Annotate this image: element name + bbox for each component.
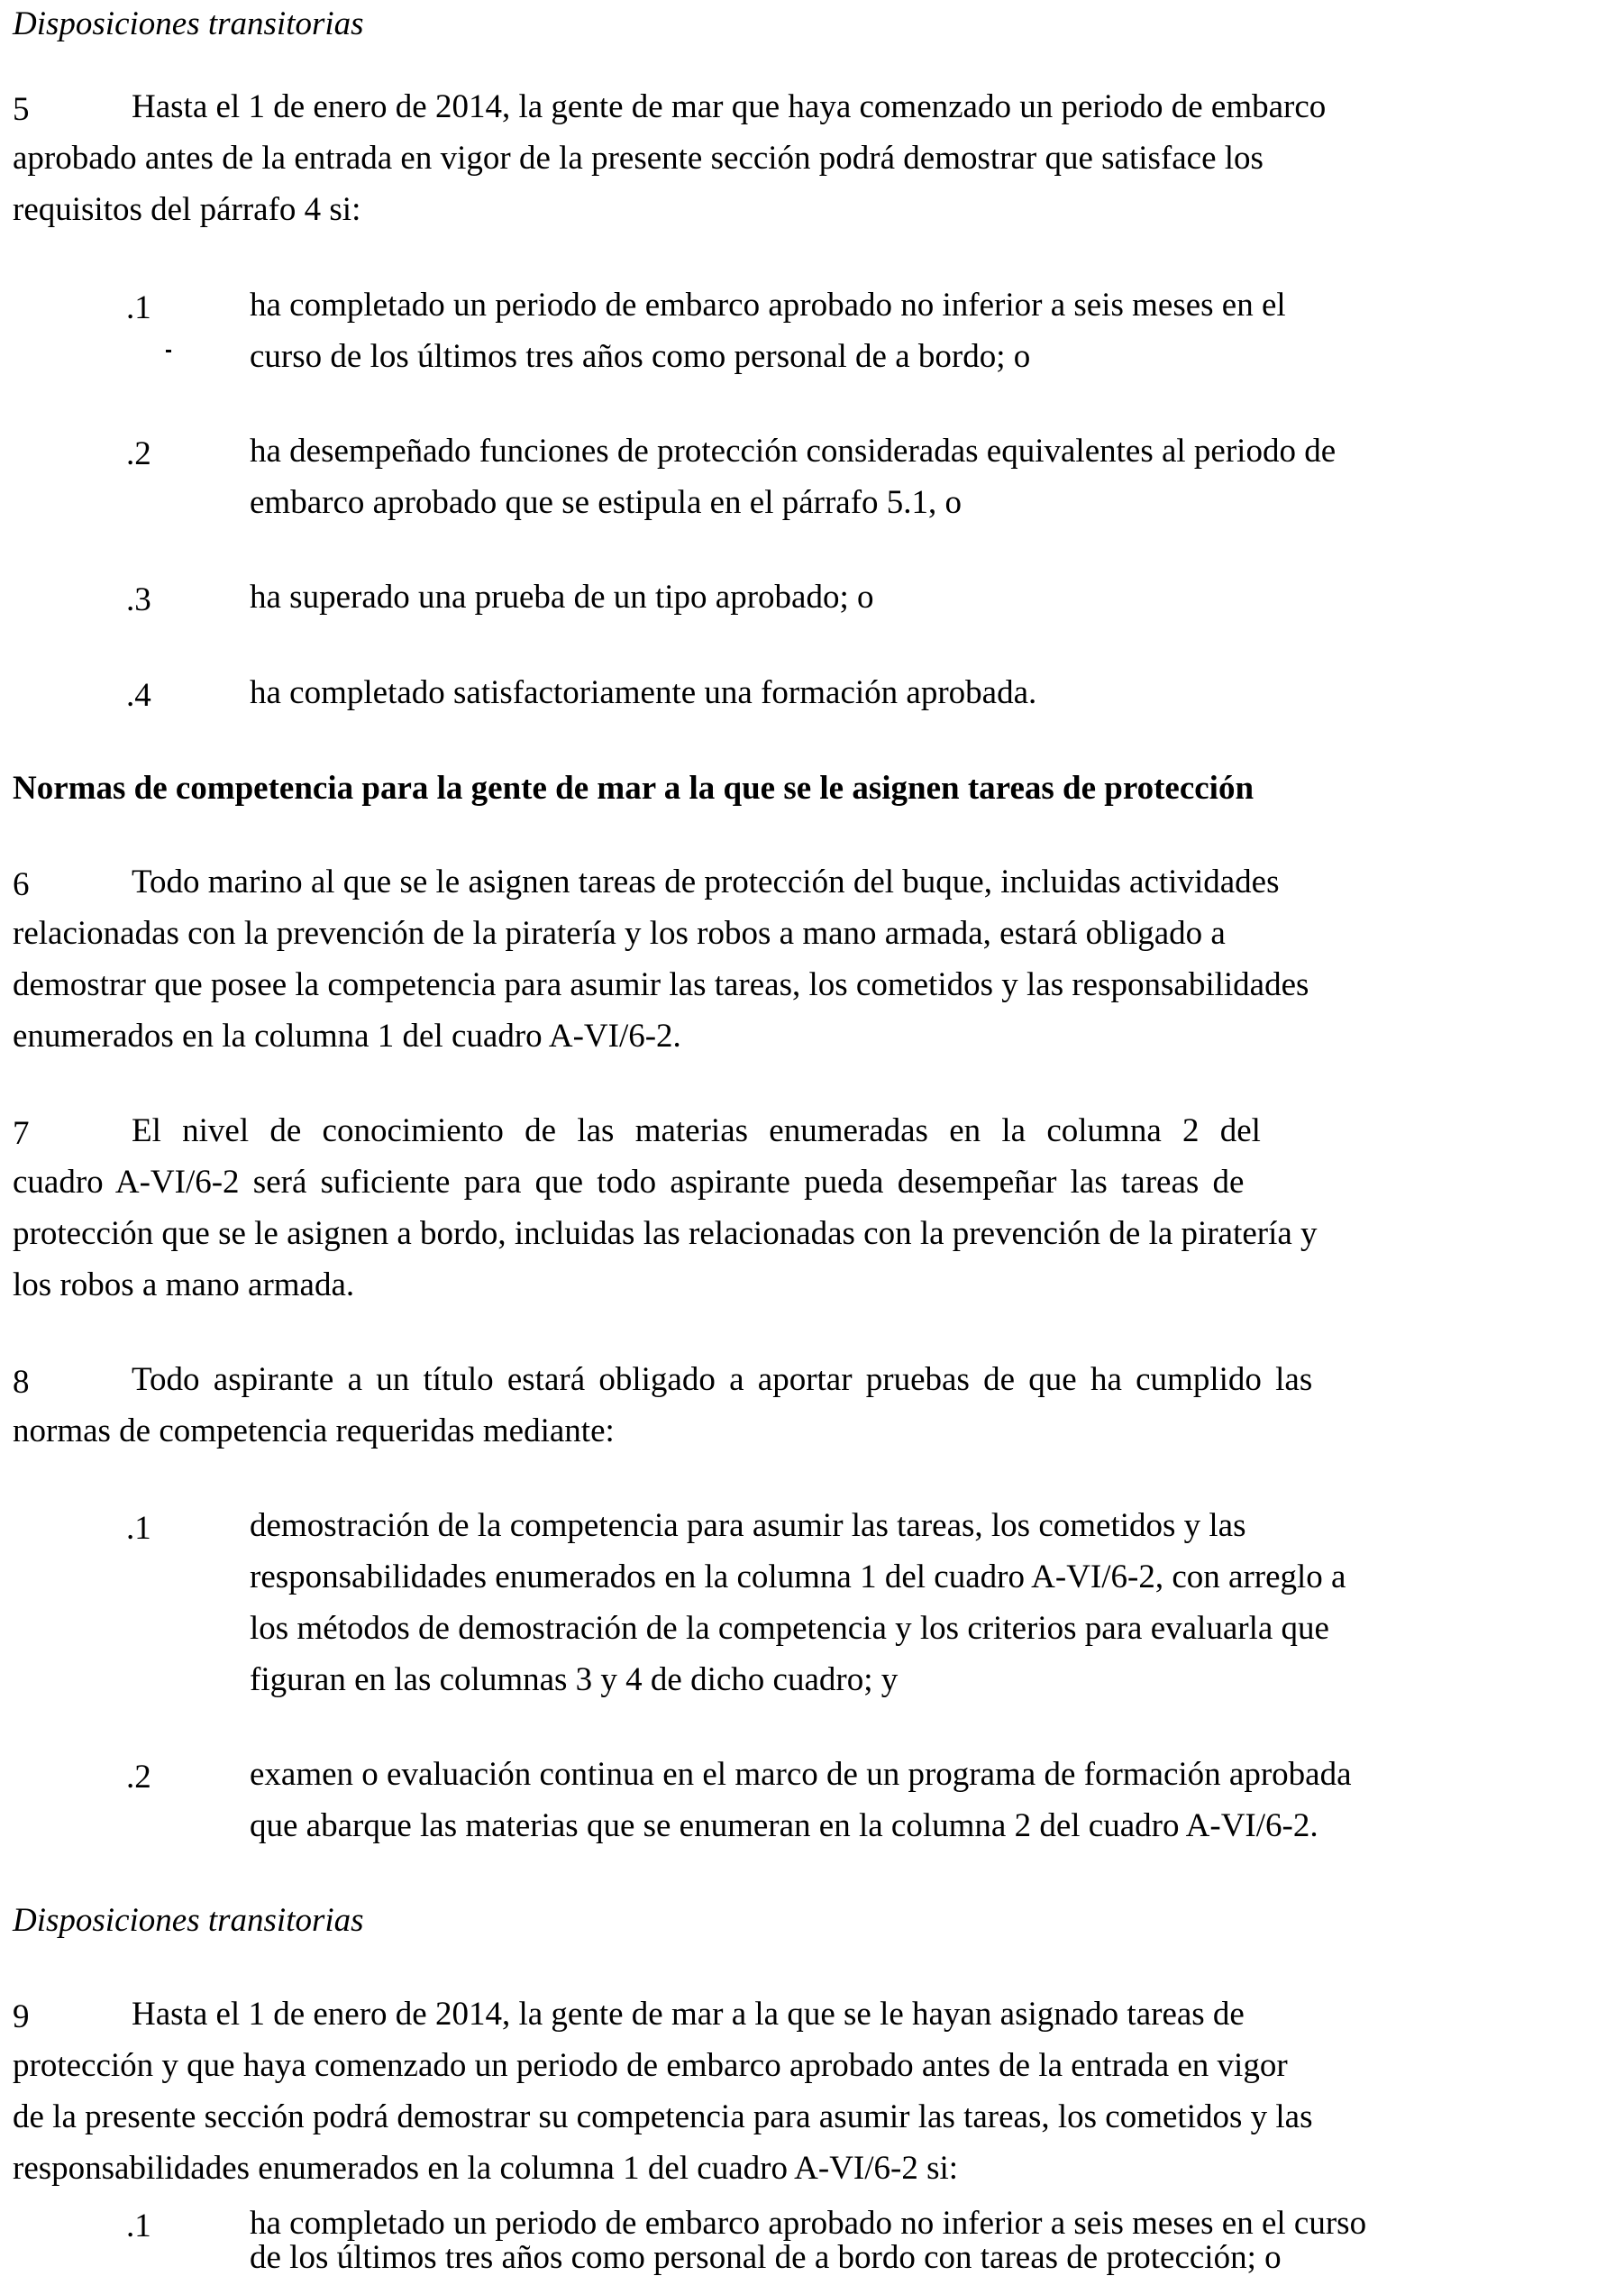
item-line: responsabilidades enumerados en la columna 1 del cuadro A-VI/6-2, con arreglo a bbox=[250, 1558, 1346, 1595]
item-line: que abarque las materias que se enumeran en la columna 2 del cuadro A-VI/6-2. bbox=[250, 1807, 1318, 1844]
paragraph-line: normas de competencia requeridas mediante: bbox=[13, 1412, 615, 1449]
paragraph-line: El nivel de conocimiento de las materias enumeradas en la columna 2 del bbox=[132, 1112, 1261, 1149]
section-heading: Disposiciones transitorias bbox=[13, 1902, 364, 1939]
paragraph-line: de la presente sección podrá demostrar su competencia para asumir las tareas, los cometidos y las bbox=[13, 2098, 1313, 2135]
item-line: ha superado una prueba de un tipo aprobado; o bbox=[250, 579, 874, 616]
item-number: .2 bbox=[126, 1759, 151, 1796]
paragraph-number: 8 bbox=[13, 1364, 30, 1401]
paragraph-line: responsabilidades enumerados en la columna 1 del cuadro A-VI/6-2 si: bbox=[13, 2150, 959, 2187]
item-number: .1 bbox=[126, 2207, 151, 2244]
paragraph-line: Todo marino al que se le asignen tareas de protección del buque, incluidas actividades bbox=[132, 864, 1280, 900]
paragraph-number: 9 bbox=[13, 1998, 30, 2035]
paragraph-line: Todo aspirante a un título estará obligado a aportar pruebas de que ha cumplido las bbox=[132, 1361, 1313, 1398]
item-line: figuran en las columnas 3 y 4 de dicho cuadro; y bbox=[250, 1661, 899, 1698]
paragraph-line: Hasta el 1 de enero de 2014, la gente de mar que haya comenzado un periodo de embarco bbox=[132, 88, 1327, 125]
item-line: ha desempeñado funciones de protección consideradas equivalentes al periodo de bbox=[250, 433, 1337, 470]
paragraph-number: 6 bbox=[13, 866, 30, 903]
item-number: .4 bbox=[126, 677, 151, 714]
paragraph-number: 5 bbox=[13, 91, 30, 128]
section-heading: Normas de competencia para la gente de mar a la que se le asignen tareas de protección bbox=[13, 770, 1254, 807]
paragraph-line: protección que se le asignen a bordo, incluidas las relacionadas con la prevención de la piratería y bbox=[13, 1215, 1318, 1252]
paragraph-line: protección y que haya comenzado un periodo de embarco aprobado antes de la entrada en vigor bbox=[13, 2047, 1288, 2084]
item-line: los métodos de demostración de la competencia y los criterios para evaluarla que bbox=[250, 1610, 1329, 1647]
paragraph-line: requisitos del párrafo 4 si: bbox=[13, 191, 361, 228]
item-line: ha completado un periodo de embarco aprobado no inferior a seis meses en el curso bbox=[250, 2205, 1367, 2242]
paragraph-line: enumerados en la columna 1 del cuadro A-VI/6-2. bbox=[13, 1018, 681, 1055]
item-line: examen o evaluación continua en el marco de un programa de formación aprobada bbox=[250, 1756, 1352, 1793]
scan-mark bbox=[166, 350, 171, 352]
paragraph-line: aprobado antes de la entrada en vigor de la presente sección podrá demostrar que satisface los bbox=[13, 140, 1264, 177]
item-line: ha completado un periodo de embarco aprobado no inferior a seis meses en el bbox=[250, 287, 1286, 324]
item-number: .1 bbox=[126, 1510, 151, 1547]
item-number: .3 bbox=[126, 581, 151, 618]
item-line: embarco aprobado que se estipula en el párrafo 5.1, o bbox=[250, 484, 963, 521]
paragraph-line: demostrar que posee la competencia para asumir las tareas, los cometidos y las responsabilidades bbox=[13, 966, 1309, 1003]
paragraph-line: cuadro A-VI/6-2 será suficiente para que todo aspirante pueda desempeñar las tareas de bbox=[13, 1164, 1245, 1201]
item-number: .1 bbox=[126, 289, 151, 326]
item-line: curso de los últimos tres años como personal de a bordo; o bbox=[250, 338, 1031, 375]
item-line: ha completado satisfactoriamente una formación aprobada. bbox=[250, 674, 1037, 711]
paragraph-line: Hasta el 1 de enero de 2014, la gente de mar a la que se le hayan asignado tareas de bbox=[132, 1996, 1245, 2033]
item-number: .2 bbox=[126, 435, 151, 472]
item-line: de los últimos tres años como personal de a bordo con tareas de protección; o bbox=[250, 2239, 1282, 2276]
section-heading: Disposiciones transitorias bbox=[13, 5, 364, 42]
item-line: demostración de la competencia para asumir las tareas, los cometidos y las bbox=[250, 1507, 1246, 1544]
paragraph-line: los robos a mano armada. bbox=[13, 1266, 355, 1303]
paragraph-line: relacionadas con la prevención de la piratería y los robos a mano armada, estará obligado a bbox=[13, 915, 1226, 952]
paragraph-number: 7 bbox=[13, 1115, 30, 1152]
